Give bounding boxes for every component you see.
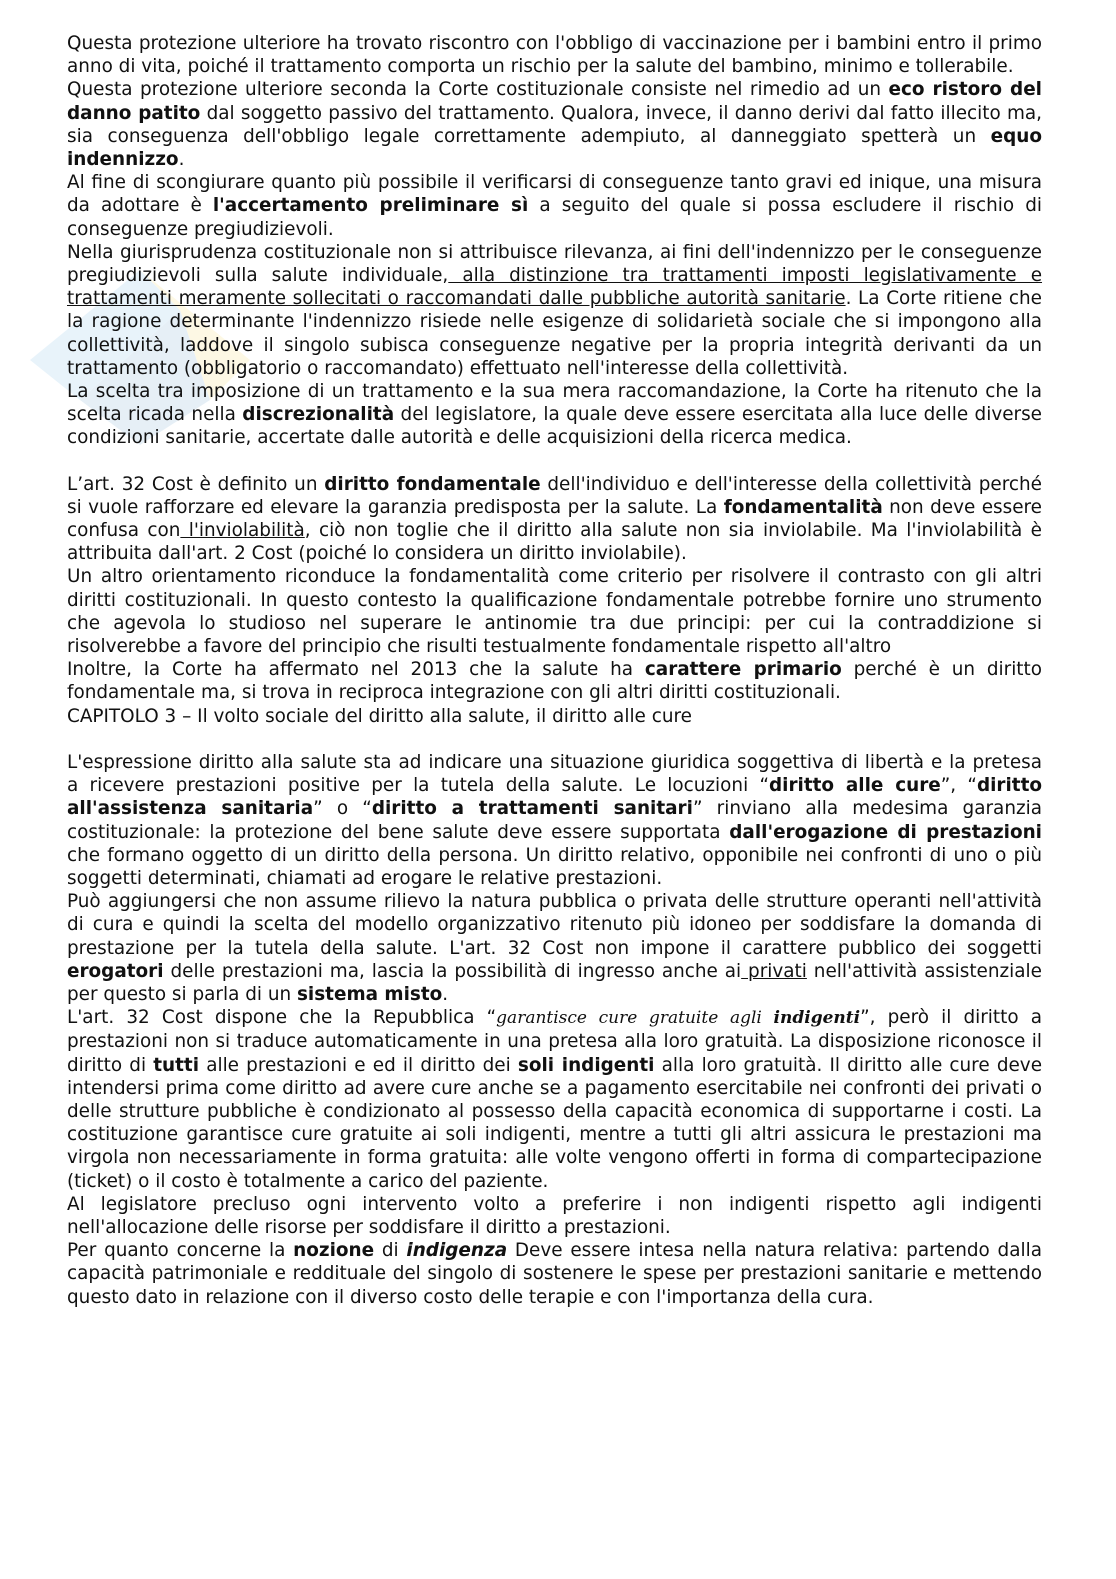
paragraph-11: L'art. 32 Cost dispone che la Repubblica “garantisce cure gratuite agli indigenti”, però il diritto a prestazioni non si traduce automaticamente in una pretesa alla loro gratuità. La disposizione riconosce il diritto di tutti alle prestazioni e ed il diritto dei soli indigenti alla loro gratuità. Il diritto alle cure deve intendersi prima come diritto ad avere cure anche se a pagamento esercitabile nei confronti dei privati o delle strutture pubbliche è condizionato al possesso della capacità economica di supportarne i costi. La costituzione garantisce cure gratuite ai soli indigenti, mentre a tutti gli altri assicura le prestazioni ma virgola non necessariamente in forma gratuita: alle volte vengono offerti in forma di compartecipazione (ticket) o il costo è totalmente a carico del paziente. bbox=[67, 1007, 1043, 1192]
paragraph-9: L'espressione diritto alla salute sta ad indicare una situazione giuridica soggettiva di libertà e la pretesa a ricevere prestazioni positive per la tutela della salute. Le locuzioni “diritto alle cure”, “diritto all'assistenza sanitaria” o “diritto a trattamenti sanitari” rinviano alla medesima garanzia costituzionale: la protezione del bene salute deve essere supportata dall'erogazione di prestazioni che formano oggetto di un diritto della persona. Un diritto relativo, opponibile nei confronti di uno o più soggetti determinati, chiamati ad erogare le relative prestazioni. bbox=[67, 751, 1043, 889]
paragraph-2: Questa protezione ulteriore seconda la Corte costituzionale consiste nel rimedio ad un eco ristoro del danno patito dal soggetto passivo del trattamento. Qualora, invece, il danno derivi dal fatto illecito ma, sia conseguenza dell'obbligo legale correttamente adempiuto, al danneggiato spetterà un equo indennizzo. bbox=[67, 79, 1042, 171]
paragraph-1: Questa protezione ulteriore ha trovato riscontro con l'obbligo di vaccinazione per i bambini entro il primo anno di vita, poiché il trattamento comporta un rischio per la salute del bambino, minimo e tollerabile. bbox=[67, 33, 1042, 78]
paragraph-6: L’art. 32 Cost è definito un diritto fondamentale dell'individuo e dell'interesse della collettività perché si vuole rafforzare ed elevare la garanzia predisposta per la salute. La fondamentalità non deve essere confusa con l'inviolabilità, ciò non toglie che il diritto alla salute non sia inviolabile. Ma l'inviolabilità è attribuita dall'art. 2 Cost (poiché lo considera un diritto inviolabile). bbox=[67, 473, 1042, 565]
paragraph-8: Inoltre, la Corte ha affermato nel 2013 che la salute ha carattere primario perché è un diritto fondamentale ma, si trova in reciproca integrazione con gli altri diritti costituzionali. bbox=[67, 659, 1042, 704]
paragraph-10: Può aggiungersi che non assume rilievo la natura pubblica o privata delle strutture operanti nell'attività di cura e quindi la scelta del modello organizzativo ritenuto più idoneo per soddisfare la domanda di prestazione per la tutela della salute. L'art. 32 Cost non impone il carattere pubblico dei soggetti erogatori delle prestazioni ma, lascia la possibilità di ingresso anche ai privati nell'attività assistenziale per questo si parla di un sistema misto. bbox=[67, 891, 1042, 1005]
chapter-heading: CAPITOLO 3 – Il volto sociale del diritto alla salute, il diritto alle cure bbox=[67, 705, 692, 727]
paragraph-3: Al fine di scongiurare quanto più possibile il verificarsi di conseguenze tanto gravi ed inique, una misura da adottare è l'accertamento preliminare sì a seguito del quale si possa escludere il rischio di conseguenze pregiudizievoli. bbox=[67, 172, 1042, 240]
paragraph-13: Per quanto concerne la nozione di indigenza Deve essere intesa nella natura relativa: partendo dalla capacità patrimoniale e reddituale del singolo di sostenere le spese per prestazioni sanitarie e mettendo questo dato in relazione con il diverso costo delle terapie e con l'importanza della cura. bbox=[67, 1240, 1042, 1308]
paragraph-12: Al legislatore precluso ogni intervento volto a preferire i non indigenti rispetto agli indigenti nell'allocazione delle risorse per soddisfare il diritto a prestazioni. bbox=[67, 1193, 1042, 1238]
paragraph-5: La scelta tra imposizione di un trattamento e la sua mera raccomandazione, la Corte ha ritenuto che la scelta ricada nella discrezionalità del legislatore, la quale deve essere esercitata alla luce delle diverse condizioni sanitarie, accertate dalle autorità e delle acquisizioni della ricerca medica. bbox=[67, 381, 1042, 449]
paragraph-4: Nella giurisprudenza costituzionale non si attribuisce rilevanza, ai fini dell'indennizzo per le conseguenze pregiudizievoli sulla salute individuale, alla distinzione tra trattamenti imposti legislativamente e trattamenti meramente sollecitati o raccomandati dalle pubbliche autorità sanitarie. La Corte ritiene che la ragione determinante l'indennizzo risiede nelle esigenze di solidarietà sociale che si impongono alla collettività, laddove il singolo subisca conseguenze negative per la propria integrità derivanti da un trattamento (obbligatorio o raccomandato) effettuato nell'interesse della collettività. bbox=[67, 241, 1043, 379]
document-page bbox=[67, 32, 1042, 1309]
paragraph-7: Un altro orientamento riconduce la fondamentalità come criterio per risolvere il contrasto con gli altri diritti costituzionali. In questo contesto la qualificazione fondamentale potrebbe fornire uno strumento che agevola lo studioso nel superare le antinomie tra due principi: per cui la contraddizione si risolverebbe a favore del principio che risulti testualmente fondamentale rispetto all'altro bbox=[67, 566, 1042, 658]
